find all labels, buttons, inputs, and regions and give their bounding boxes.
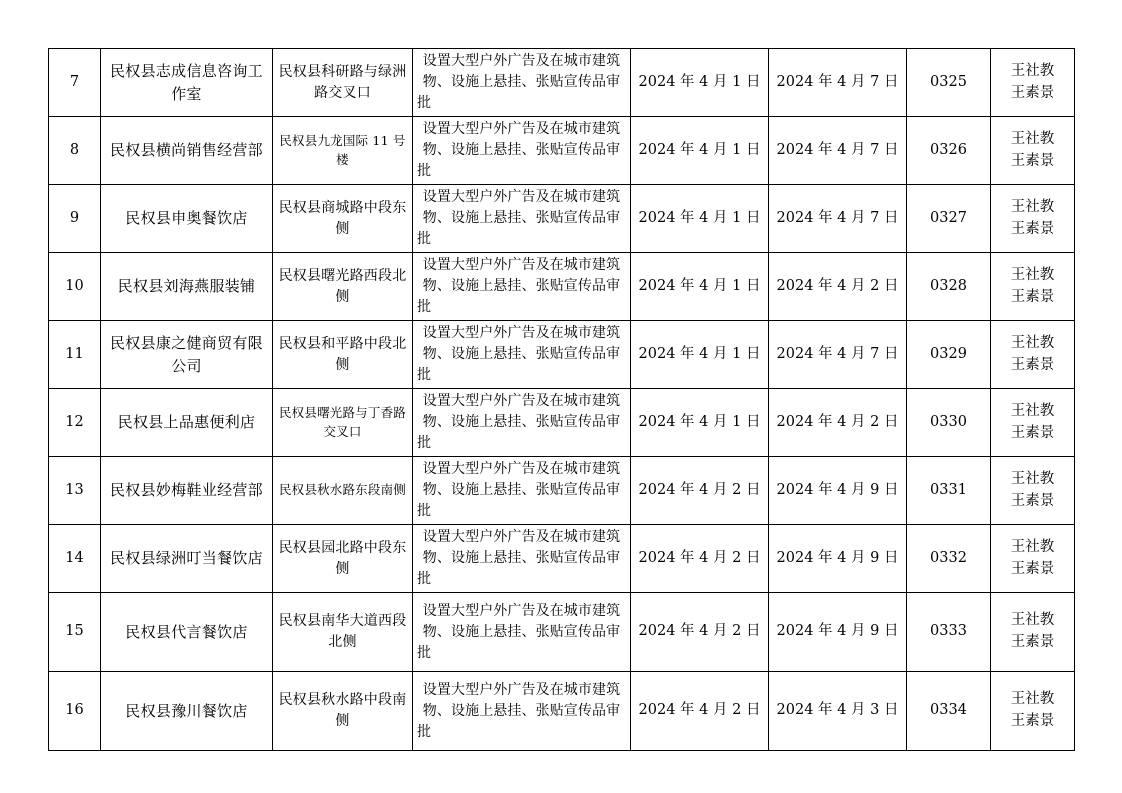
handler-name: 王素景 [1010, 560, 1055, 577]
cell-number: 0325 [907, 49, 991, 117]
cell-complete-date: 2024 年 4 月 9 日 [769, 593, 907, 672]
cell-index: 14 [49, 525, 101, 593]
cell-index: 8 [49, 117, 101, 185]
cell-address: 民权县园北路中段东侧 [273, 525, 413, 593]
handler-name: 王社教 [1010, 266, 1055, 283]
cell-accept-date: 2024 年 4 月 1 日 [631, 49, 769, 117]
table-row [49, 321, 1075, 389]
cell-approval-item: 设置大型户外广告及在城市建筑物、设施上悬挂、张贴宣传品审批 [413, 185, 631, 253]
handler-name: 王社教 [1010, 538, 1055, 555]
cell-number: 0328 [907, 253, 991, 321]
cell-approval-item: 设置大型户外广告及在城市建筑物、设施上悬挂、张贴宣传品审批 [413, 253, 631, 321]
handler-name: 王社教 [1010, 130, 1055, 147]
handler-name: 王素景 [1010, 634, 1055, 650]
cell-handler [991, 117, 1075, 185]
table-row [49, 457, 1075, 525]
table-row [49, 525, 1075, 593]
cell-complete-date: 2024 年 4 月 9 日 [769, 457, 907, 525]
cell-address: 民权县九龙国际 11 号楼 [273, 117, 413, 185]
cell-handler [991, 321, 1075, 389]
cell-accept-date: 2024 年 4 月 1 日 [631, 253, 769, 321]
cell-approval-item: 设置大型户外广告及在城市建筑物、设施上悬挂、张贴宣传品审批 [413, 321, 631, 389]
cell-address: 民权县商城路中段东侧 [273, 185, 413, 253]
cell-index: 11 [49, 321, 101, 389]
cell-unit-name: 民权县康之健商贸有限公司 [101, 321, 273, 389]
cell-accept-date: 2024 年 4 月 2 日 [631, 457, 769, 525]
handler-name: 王素景 [1010, 356, 1055, 373]
cell-complete-date: 2024 年 4 月 9 日 [769, 525, 907, 593]
cell-unit-name: 民权县刘海燕服装铺 [101, 253, 273, 321]
cell-handler [991, 253, 1075, 321]
cell-index: 15 [49, 593, 101, 672]
cell-unit-name: 民权县横尚销售经营部 [101, 117, 273, 185]
handler-name: 王社教 [1010, 402, 1055, 419]
handler-name: 王社教 [1010, 470, 1055, 487]
table-row [49, 185, 1075, 253]
cell-complete-date: 2024 年 4 月 2 日 [769, 253, 907, 321]
cell-address: 民权县曙光路与丁香路交叉口 [273, 389, 413, 457]
cell-accept-date: 2024 年 4 月 2 日 [631, 593, 769, 672]
cell-index: 7 [49, 49, 101, 117]
cell-accept-date: 2024 年 4 月 1 日 [631, 185, 769, 253]
handler-name: 王素景 [1010, 220, 1055, 237]
cell-approval-item: 设置大型户外广告及在城市建筑物、设施上悬挂、张贴宣传品审批 [413, 389, 631, 457]
table-row [49, 593, 1075, 672]
cell-unit-name: 民权县妙梅鞋业经营部 [101, 457, 273, 525]
cell-index: 16 [49, 672, 101, 751]
cell-index: 9 [49, 185, 101, 253]
cell-handler [991, 389, 1075, 457]
cell-handler [991, 593, 1075, 672]
cell-unit-name: 民权县豫川餐饮店 [101, 672, 273, 751]
cell-number: 0332 [907, 525, 991, 593]
table-row [49, 117, 1075, 185]
cell-approval-item: 设置大型户外广告及在城市建筑物、设施上悬挂、张贴宣传品审批 [413, 117, 631, 185]
cell-index: 13 [49, 457, 101, 525]
cell-number: 0333 [907, 593, 991, 672]
handler-name: 王社教 [1010, 691, 1055, 708]
cell-accept-date: 2024 年 4 月 1 日 [631, 389, 769, 457]
handler-name: 王素景 [1010, 713, 1055, 729]
cell-complete-date: 2024 年 4 月 3 日 [769, 672, 907, 751]
table-body [49, 49, 1075, 751]
handler-name: 王社教 [1010, 62, 1055, 79]
cell-number: 0334 [907, 672, 991, 751]
handler-name: 王素景 [1010, 152, 1055, 169]
cell-address: 民权县和平路中段北侧 [273, 321, 413, 389]
cell-index: 12 [49, 389, 101, 457]
cell-complete-date: 2024 年 4 月 7 日 [769, 117, 907, 185]
handler-name: 王素景 [1010, 84, 1055, 101]
handler-name: 王社教 [1010, 334, 1055, 351]
table-row [49, 672, 1075, 751]
cell-unit-name: 民权县绿洲叮当餐饮店 [101, 525, 273, 593]
cell-index: 10 [49, 253, 101, 321]
approval-table [48, 48, 1075, 751]
cell-unit-name: 民权县志成信息咨询工作室 [101, 49, 273, 117]
cell-number: 0331 [907, 457, 991, 525]
cell-handler [991, 525, 1075, 593]
cell-approval-item: 设置大型户外广告及在城市建筑物、设施上悬挂、张贴宣传品审批 [413, 49, 631, 117]
cell-complete-date: 2024 年 4 月 7 日 [769, 185, 907, 253]
cell-approval-item: 设置大型户外广告及在城市建筑物、设施上悬挂、张贴宣传品审批 [413, 525, 631, 593]
cell-handler [991, 457, 1075, 525]
table-row [49, 389, 1075, 457]
handler-name: 王社教 [1010, 612, 1055, 629]
cell-handler [991, 185, 1075, 253]
cell-handler [991, 672, 1075, 751]
cell-address: 民权县秋水路中段南侧 [273, 672, 413, 751]
cell-address: 民权县曙光路西段北侧 [273, 253, 413, 321]
cell-unit-name: 民权县上品惠便利店 [101, 389, 273, 457]
table-row [49, 253, 1075, 321]
handler-name: 王素景 [1010, 288, 1055, 305]
cell-number: 0330 [907, 389, 991, 457]
cell-address: 民权县科研路与绿洲路交叉口 [273, 49, 413, 117]
handler-name: 王素景 [1010, 492, 1055, 509]
cell-approval-item: 设置大型户外广告及在城市建筑物、设施上悬挂、张贴宣传品审批 [413, 672, 631, 751]
cell-address: 民权县秋水路东段南侧 [273, 457, 413, 525]
cell-handler [991, 49, 1075, 117]
handler-name: 王素景 [1010, 424, 1055, 441]
cell-address: 民权县南华大道西段北侧 [273, 593, 413, 672]
cell-complete-date: 2024 年 4 月 7 日 [769, 321, 907, 389]
cell-number: 0327 [907, 185, 991, 253]
cell-approval-item: 设置大型户外广告及在城市建筑物、设施上悬挂、张贴宣传品审批 [413, 457, 631, 525]
table-row [49, 49, 1075, 117]
cell-unit-name: 民权县代言餐饮店 [101, 593, 273, 672]
cell-approval-item: 设置大型户外广告及在城市建筑物、设施上悬挂、张贴宣传品审批 [413, 593, 631, 672]
handler-name: 王社教 [1010, 198, 1055, 215]
cell-accept-date: 2024 年 4 月 2 日 [631, 672, 769, 751]
cell-accept-date: 2024 年 4 月 2 日 [631, 525, 769, 593]
cell-complete-date: 2024 年 4 月 2 日 [769, 389, 907, 457]
cell-accept-date: 2024 年 4 月 1 日 [631, 117, 769, 185]
cell-number: 0326 [907, 117, 991, 185]
cell-complete-date: 2024 年 4 月 7 日 [769, 49, 907, 117]
cell-accept-date: 2024 年 4 月 1 日 [631, 321, 769, 389]
cell-number: 0329 [907, 321, 991, 389]
cell-unit-name: 民权县申奥餐饮店 [101, 185, 273, 253]
